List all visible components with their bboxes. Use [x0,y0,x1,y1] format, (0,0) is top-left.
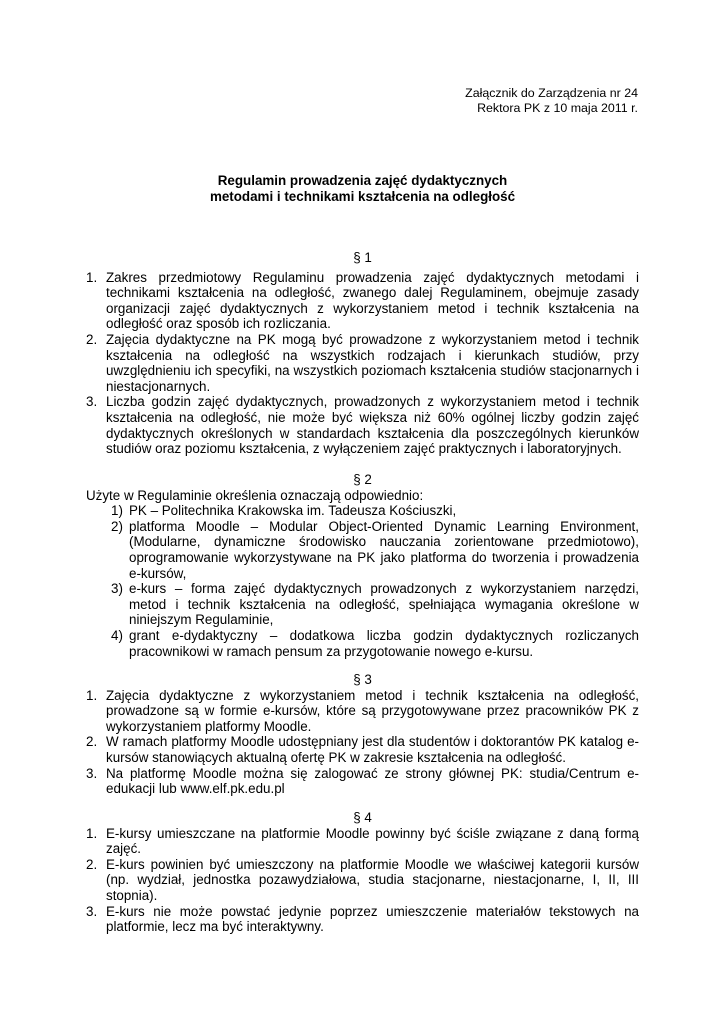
document-title [0,173,725,205]
list-item: 2. Zajęcia dydaktyczne na PK mogą być prowadzone z wykorzystaniem metod i technik kształcenia na odległość na wszystkich rodzajach i kierunkach studiów, przy uwzględnieniu ich specyfiki, na wszystkich poziomach kształcenia studiów stacjonarnych i niestacjonarnych. [86,331,639,394]
list-item: 3. E-kurs nie może powstać jedynie poprzez umieszczenie materiałów tekstowych na platformie, lecz ma być interaktywny. [86,903,639,935]
section-2-list [86,503,639,659]
section-3-list [86,688,639,797]
list-item: 3) e-kurs – forma zajęć dydaktycznych prowadzonych z wykorzystaniem narzędzi, metod i technik kształcenia na odległość, spełniająca wymagania określone w niniejszym Regulaminie, [111,581,639,628]
section-4-heading: § 4 [353,810,372,825]
section-2-heading: § 2 [353,472,372,487]
section-2 [86,472,639,659]
section-4 [86,810,639,935]
section-2-intro: Użyte w Regulaminie określenia oznaczają odpowiednio: [86,487,424,503]
attachment-line-2: Rektora PK z 10 maja 2011 r. [477,100,638,115]
section-1-heading: § 1 [353,250,372,265]
attachment-note [465,86,638,115]
title-line-2: metodami i technikami kształcenia na odległość [209,189,516,204]
list-item: 1. E-kursy umieszczane na platformie Moodle powinny być ściśle związane z daną formą zajęć. [86,825,639,857]
title-line-1: Regulamin prowadzenia zajęć dydaktycznych [217,173,508,188]
list-item: 2. E-kurs powinien być umieszczony na platformie Moodle we właściwej kategorii kursów (np. wydział, jednostka pozawydziałowa, studia stacjonarne, niestacjonarne, I, II, III stopnia). [86,856,639,903]
section-1 [86,250,639,457]
section-1-list [86,270,639,457]
attachment-line-1: Załącznik do Zarządzenia nr 24 [465,86,638,100]
list-item: 1) PK – Politechnika Krakowska im. Tadeusza Kościuszki, [111,503,457,519]
list-item: 2) platforma Moodle – Modular Object-Oriented Dynamic Learning Environment, (Modularne, dynamiczne środowisko nauczania zorientowane przedmiotowo), oprogramowanie wykorzystywane na PK jako platforma do tworzenia i prowadzenia e-kursów, [111,518,639,581]
list-item: 1. Zajęcia dydaktyczne z wykorzystaniem metod i technik kształcenia na odległość, prowadzone są w formie e-kursów, które są przygotowywane przez pracowników PK z wykorzystaniem platformy Moodle. [86,687,639,734]
list-item: 2. W ramach platformy Moodle udostępniany jest dla studentów i doktorantów PK katalog e-kursów stanowiących aktualną ofertę PK w zakresie kształcenia na odległość. [86,734,639,765]
section-3-heading: § 3 [353,672,372,687]
list-item: 3. Liczba godzin zajęć dydaktycznych, prowadzonych z wykorzystaniem metod i technik kształcenia na odległość, nie może być większa niż 60% ogólnej liczby godzin zajęć dydaktycznych określonych w standardach kształcenia dla poszczególnych kierunków studiów oraz poziomu kształcenia, z wyłączeniem zajęć praktycznych i laboratoryjnych. [86,394,639,457]
section-4-list [86,826,639,935]
list-item: 4) grant e-dydaktyczny – dodatkowa liczba godzin dydaktycznych rozliczanych pracownikowi w ramach pensum za przygotowanie nowego e-kursu. [111,627,639,659]
list-item: 3. Na platformę Moodle można się zalogować ze strony głównej PK: studia/Centrum e-edukacji lub www.elf.pk.edu.pl [86,765,639,797]
section-3 [86,672,639,797]
list-item: 1. Zakres przedmiotowy Regulaminu prowadzenia zajęć dydaktycznych metodami i technikami kształcenia na odległość, zwanego dalej Regulaminem, obejmuje zasady organizacji zajęć dydaktycznych z wykorzystaniem metod i technik kształcenia na odległość oraz sposób ich rozliczania. [86,269,639,332]
